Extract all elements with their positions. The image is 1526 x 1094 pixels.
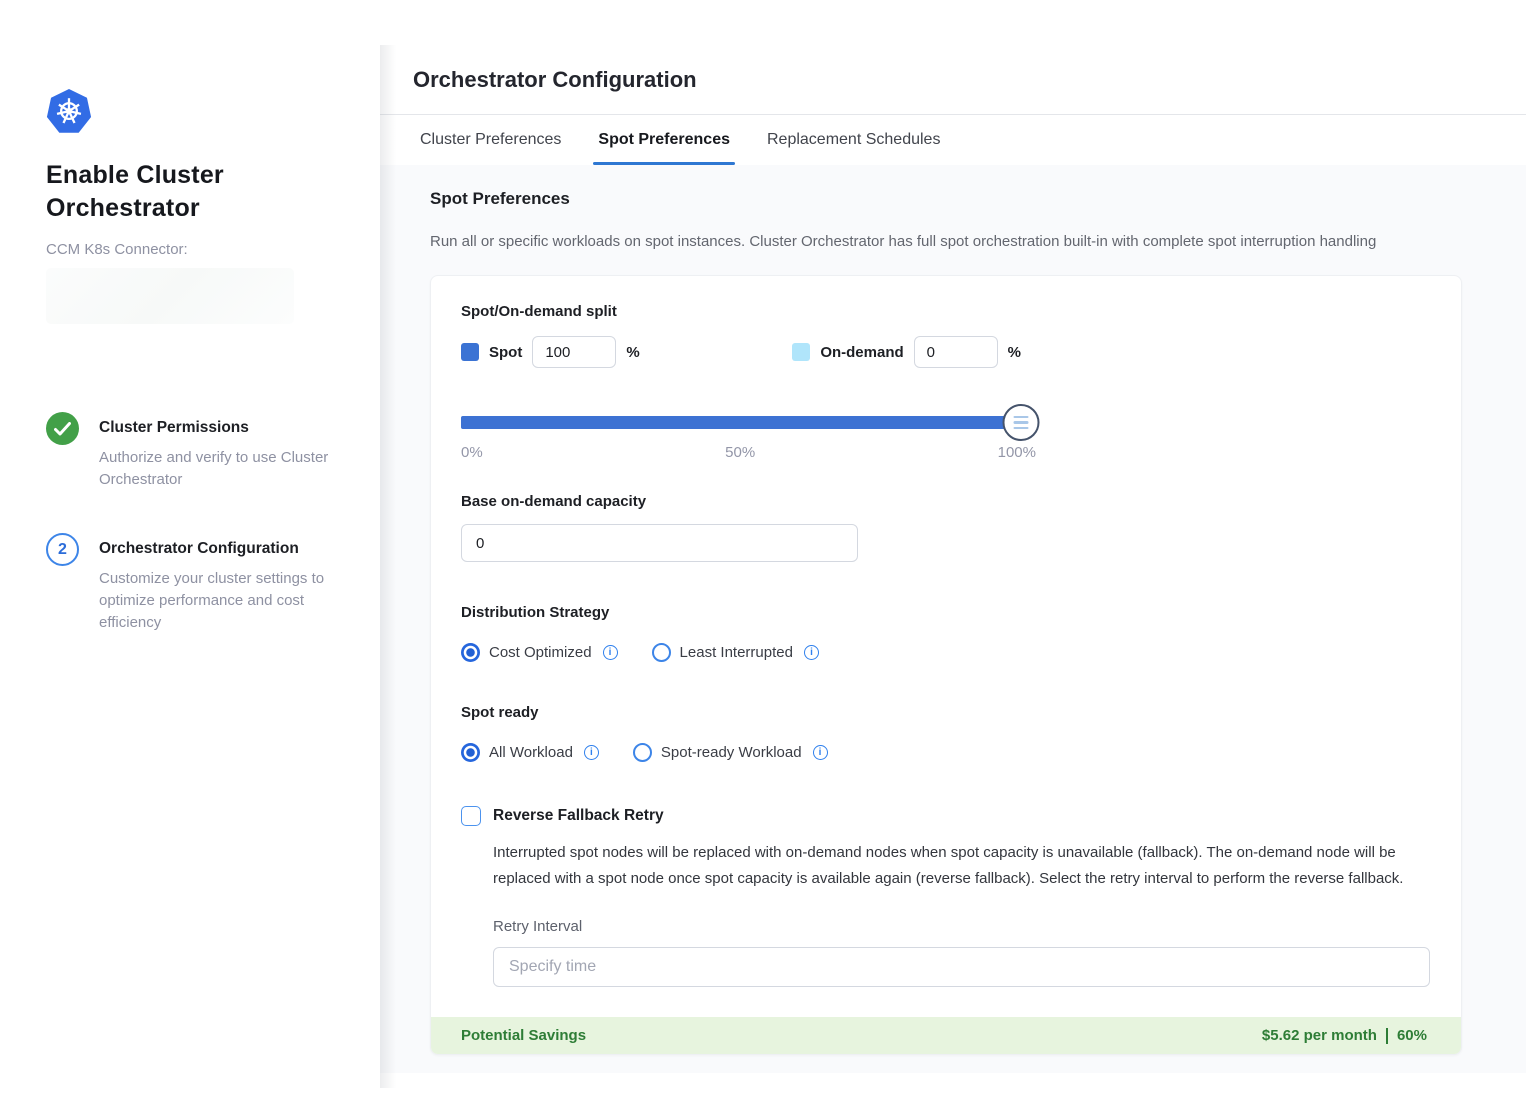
section-heading: Spot Preferences [430,189,570,208]
savings-percent: 60% [1396,1027,1427,1044]
radio-cost-optimized[interactable]: Cost Optimized i [461,643,618,662]
on-demand-label: On-demand [820,343,904,361]
info-icon[interactable]: i [813,745,828,760]
radio-selected-icon[interactable] [461,643,480,662]
split-slider[interactable] [461,404,1021,440]
spot-legend-group [461,336,640,368]
main-title: Orchestrator Configuration [413,67,697,92]
kubernetes-icon [46,88,92,136]
reverse-fallback-description: Interrupted spot nodes will be replaced with on-demand nodes when spot capacity is unavailable (fallback). The on-demand node will be replaced with a spot node once spot capacity is available again (reverse fallback). Select the retry interval to perform the reverse fallback. [493,844,1404,887]
on-demand-legend-group [792,336,1021,368]
potential-savings-label: Potential Savings [461,1027,587,1044]
split-label: Spot/On-demand split [461,303,617,320]
info-icon[interactable]: i [584,745,599,760]
info-icon[interactable]: i [804,645,819,660]
percent-sign: % [1007,343,1021,361]
step-description: Authorize and verify to use Cluster Orchestrator [99,449,329,488]
step-number-badge: 2 [46,533,79,566]
on-demand-percent-input[interactable] [914,336,998,368]
tab-spot-preferences[interactable]: Spot Preferences [598,115,730,165]
savings-separator [1386,1028,1388,1044]
slider-tick-labels [461,444,1036,461]
tick-50: 50% [725,444,756,461]
spot-preferences-card [430,275,1462,1055]
retry-interval-input[interactable] [493,947,1430,987]
tab-replacement-schedules[interactable]: Replacement Schedules [767,131,941,148]
sidebar [0,0,380,1094]
step-title: Orchestrator Configuration [99,540,299,557]
savings-amount: $5.62 per month [1261,1027,1377,1044]
connector-label: CCM K8s Connector: [46,241,188,258]
slider-handle[interactable] [1003,404,1040,441]
base-capacity-input[interactable] [461,524,858,562]
step-title: Cluster Permissions [99,419,249,436]
slider-fill [461,416,1021,429]
connector-value-redacted [46,268,294,324]
spot-percent-input[interactable] [532,336,616,368]
tick-100: 100% [997,444,1036,461]
wizard-steps [46,412,340,634]
on-demand-color-swatch [792,343,810,361]
radio-least-interrupted[interactable]: Least Interrupted i [652,643,819,662]
tab-content [380,165,1526,1073]
distribution-strategy-label: Distribution Strategy [461,604,610,621]
tab-cluster-preferences[interactable]: Cluster Preferences [420,131,562,148]
radio-unselected-icon[interactable] [652,643,671,662]
step-description: Customize your cluster settings to optimize performance and cost efficiency [99,570,325,631]
info-icon[interactable]: i [603,645,618,660]
radio-all-workload[interactable]: All Workload i [461,743,599,762]
page-title: Enable Cluster Orchestrator [46,161,224,222]
reverse-fallback-checkbox[interactable] [461,806,481,826]
step-complete-check-icon [46,412,79,445]
step-cluster-permissions[interactable] [46,412,340,491]
base-capacity-label: Base on-demand capacity [461,493,647,510]
radio-unselected-icon[interactable] [633,743,652,762]
section-description: Run all or specific workloads on spot instances. Cluster Orchestrator has full spot orchestration built-in with complete spot interruption handling [430,233,1377,250]
reverse-fallback-label: Reverse Fallback Retry [493,807,664,824]
percent-sign: % [626,343,640,361]
potential-savings-bar [431,1017,1461,1054]
step-orchestrator-configuration[interactable] [46,533,340,634]
radio-selected-icon[interactable] [461,743,480,762]
radio-spot-ready-workload[interactable]: Spot-ready Workload i [633,743,828,762]
retry-interval-label: Retry Interval [493,918,583,935]
main-panel [380,45,1526,1088]
spot-ready-label: Spot ready [461,704,539,721]
spot-color-swatch [461,343,479,361]
slider-track[interactable] [461,416,1021,429]
tick-0: 0% [461,444,483,461]
spot-label: Spot [489,343,523,361]
tab-bar [380,115,1526,165]
